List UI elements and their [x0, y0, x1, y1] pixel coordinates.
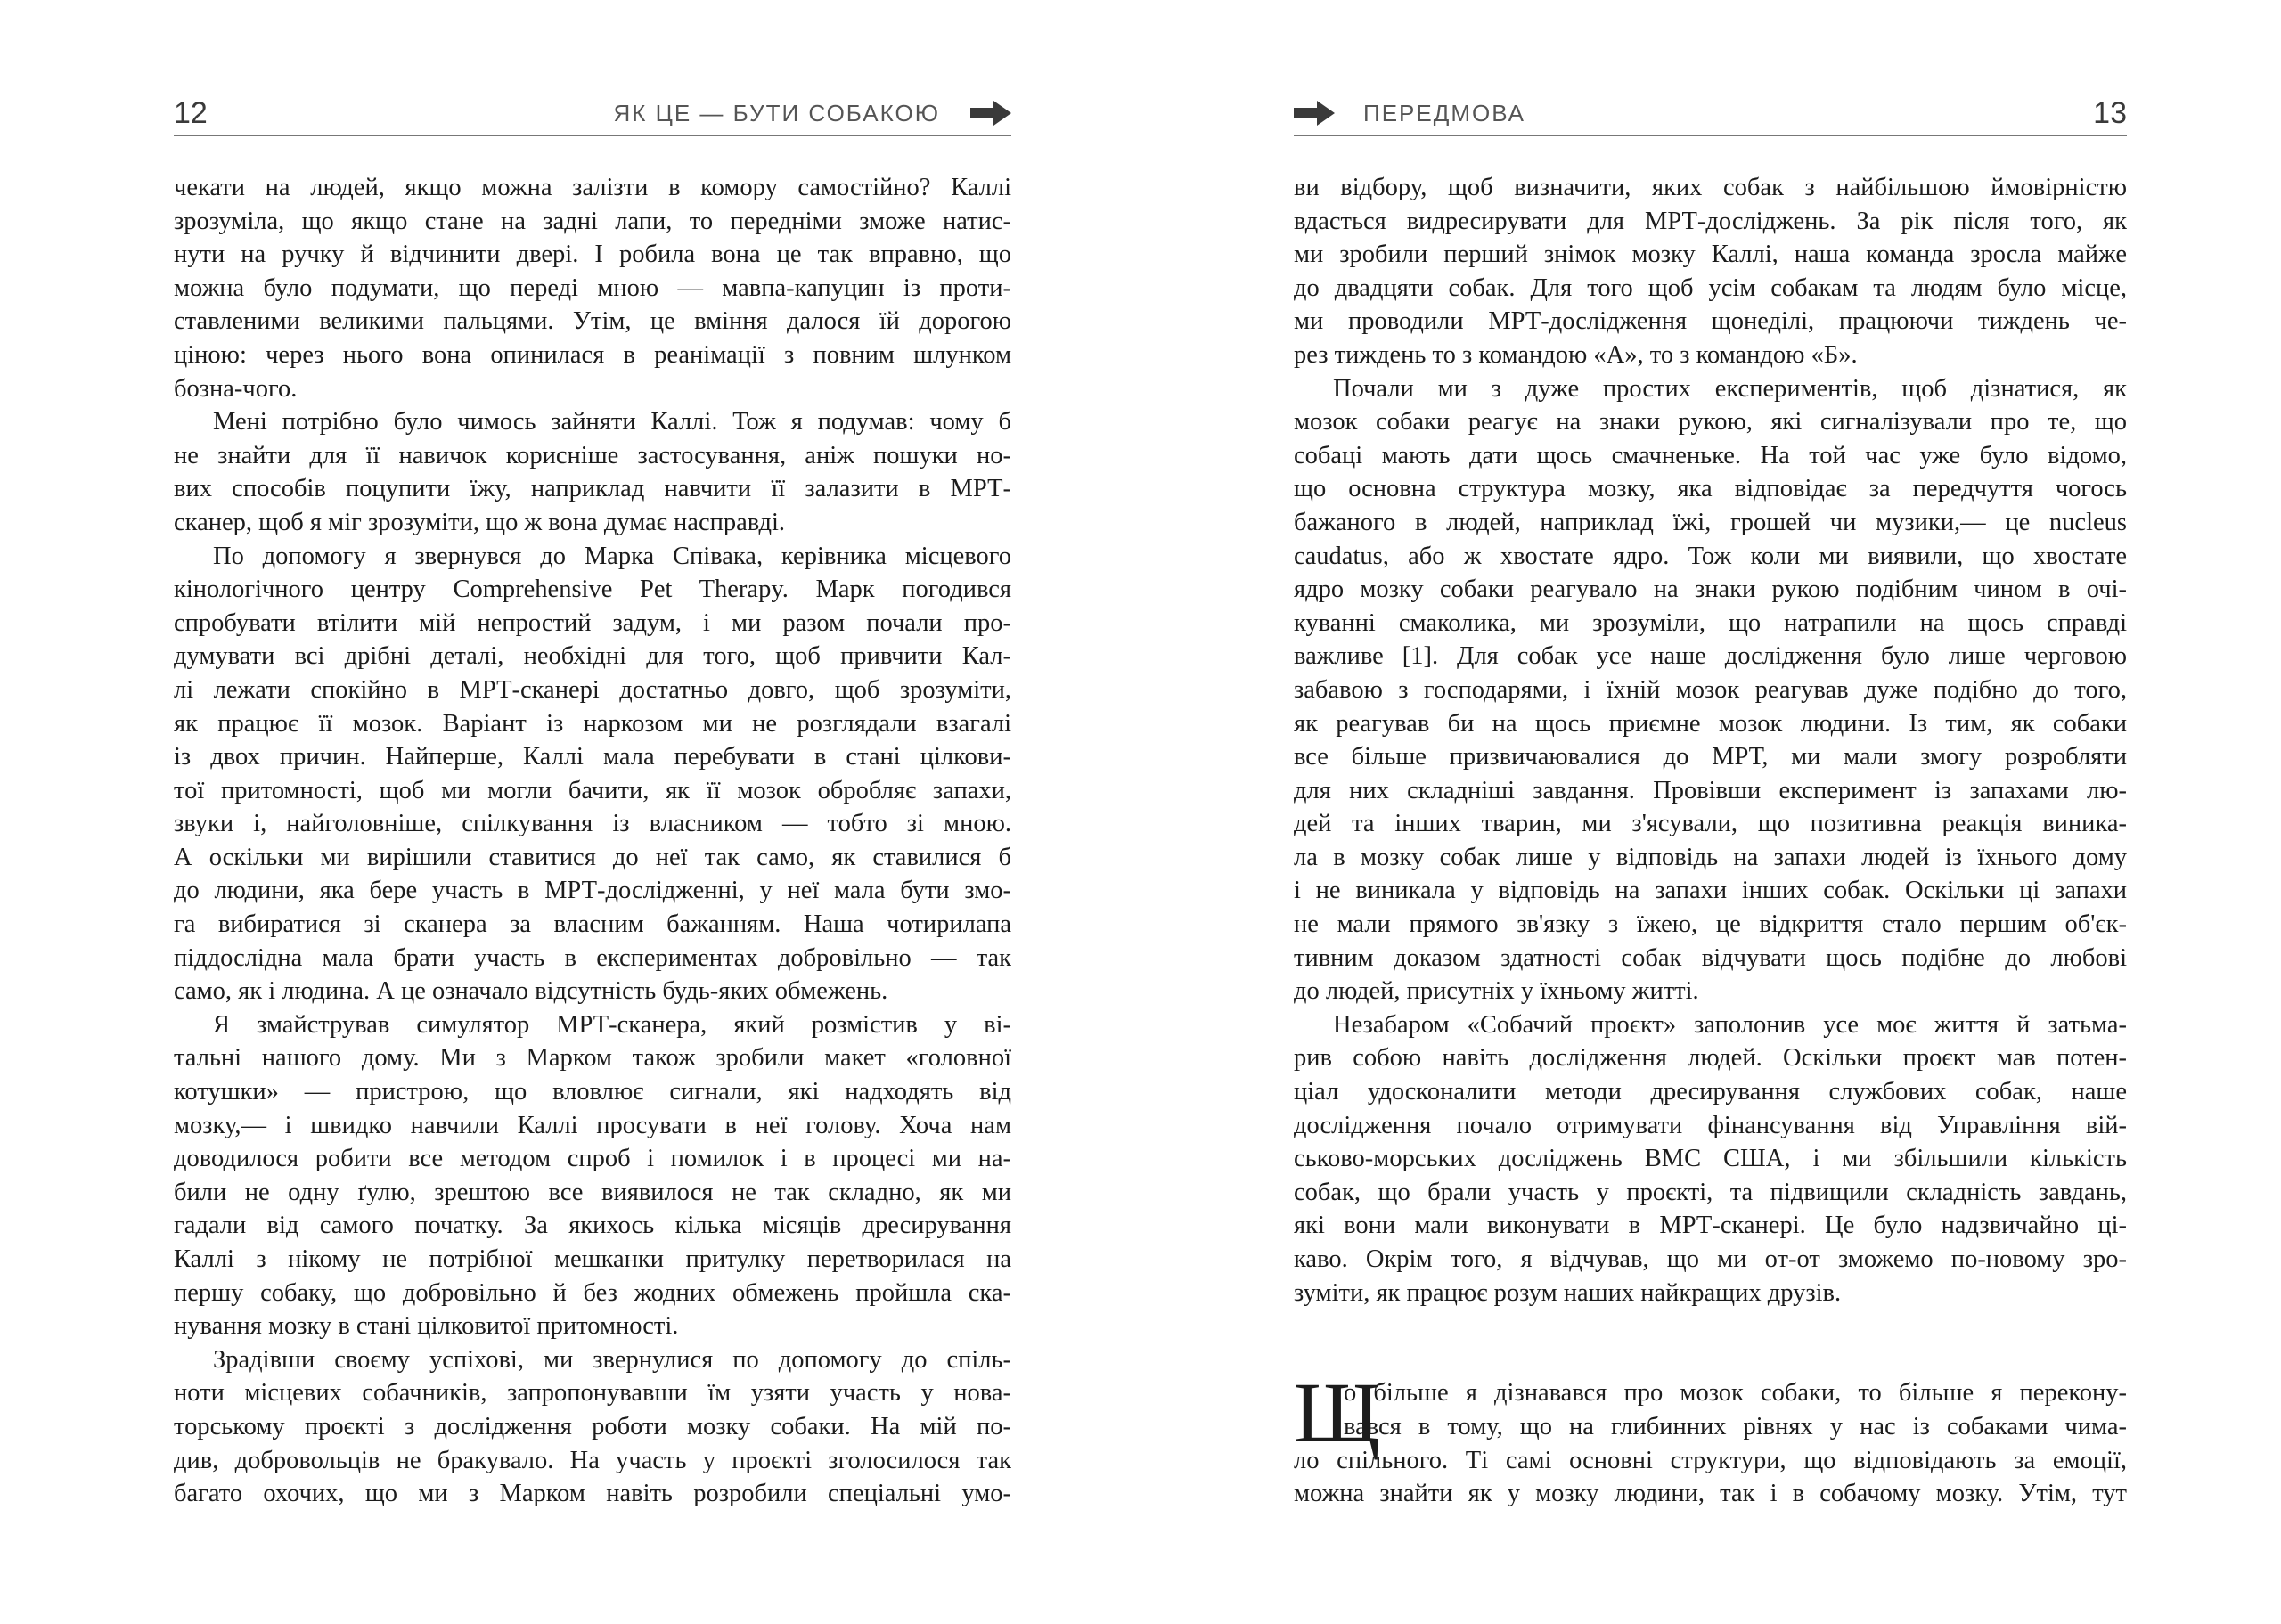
text-line: гадали від самого початку. За якихось кілька місяців дресирування	[174, 1212, 1011, 1240]
text-line: дослідження почало отримувати фінансування від Управління вій-	[1294, 1111, 2127, 1139]
text-line: Я змайстрував симулятор МРТ-сканера, який розмістив у ві-	[213, 1010, 1011, 1039]
section-gap	[1294, 1310, 2127, 1343]
text-line: можна знайти як у мозку людини, так і в собачому мозку. Утім, тут	[1294, 1480, 2127, 1508]
text-line: і не виникала у відповідь на запахи інших собак. Оскільки ці запахи	[1294, 877, 2127, 905]
page-number: 13	[2093, 96, 2127, 130]
text-line: котушки» — пристрою, що вловлює сигнали, які надходять від	[174, 1078, 1011, 1106]
arrow-right-icon	[1294, 101, 1335, 126]
text-line: див, добровольців не бракувало. На участь у проєкті зголосилося так	[174, 1446, 1011, 1474]
text-line: зрозуміла, що якщо стане на задні лапи, то передніми зможе натис-	[174, 207, 1011, 235]
text-line: ла в мозку собак лише у відповідь на запахи людей із їхнього дому	[1294, 843, 2127, 871]
text-line: куванні смаколика, ми зрозуміли, що натрапили на щось справді	[1294, 608, 2127, 637]
text-line: каво. Окрім того, я відчував, що ми от-от зможемо по-новому зро-	[1294, 1245, 2127, 1273]
text-line: мозок собаки реагує на знаки рукою, які сигналізували про те, що	[1294, 408, 2127, 437]
text-line: ми проводили МРТ-дослідження щонеділі, працюючи тиждень че-	[1294, 307, 2127, 336]
text-line: рив собою навіть дослідження людей. Оскільки проєкт мав потен-	[1294, 1044, 2127, 1073]
text-line: били не одну ґулю, зрештою все виявилося не так складно, як ми	[174, 1178, 1011, 1206]
text-line: бажаного в людей, наприклад їжі, грошей чи музики,— це nucleus	[1294, 508, 2127, 536]
text-line: дей та інших тварин, ми з'ясували, що позитивна реакція виника-	[1294, 810, 2127, 838]
text-line: торському проєкті з дослідження роботи мозку собаки. На мій по-	[174, 1412, 1011, 1440]
text-line: багато охочих, що ми з Марком навіть розробили спеціальні умо-	[174, 1480, 1011, 1508]
text-line: ло спільного. Ті самі основні структури, що відповідають за емоції,	[1294, 1446, 2127, 1474]
text-line: ви відбору, щоб визначити, яких собак з найбільшою ймовірністю	[1294, 174, 2127, 201]
text-line: які вони мали виконувати в МРТ-сканері. Це було надзвичайно ці-	[1294, 1212, 2127, 1240]
arrow-right-icon	[970, 101, 1011, 126]
text-line: ставленими великими пальцями. Утім, це вміння далося їй дорогою	[174, 307, 1011, 336]
text-line: забавою з господарями, і їхній мозок реагував дуже подібно до того,	[1294, 675, 2127, 704]
text-line: ядро мозку собаки реагувало на знаки рукою подібним чином в очі-	[1294, 575, 2127, 604]
text-line: піддослідна мала брати участь в експериментах добровільно — так	[174, 943, 1011, 972]
text-line: чекати на людей, якщо можна залізти в комору самостійно? Каллі	[174, 174, 1011, 201]
text-line: зуміти, як працює розум наших найкращих друзів.	[1294, 1278, 1842, 1307]
text-line: вих способів поцупити їжу, наприклад навчити її залазити в МРТ-	[174, 475, 1011, 503]
running-head: ПЕРЕДМОВА	[1363, 100, 1526, 126]
text-line: бозна-чого.	[174, 374, 298, 403]
text-line: По допомогу я звернувся до Марка Співака, керівника місцевого	[213, 542, 1011, 570]
text-line: як реагував би на щось приємне мозок людини. Із тим, як собаки	[1294, 709, 2127, 738]
text-line: Каллі з нікому не потрібної мешканки притулку перетворилася на	[174, 1245, 1011, 1273]
text-line: до людини, яка бере участь в МРТ-дослідженні, у неї мала бути змо-	[174, 877, 1011, 905]
section-gap	[1294, 1343, 2127, 1377]
text-line: ськово-морських досліджень ВМС США, і ми збільшили кількість	[1294, 1145, 2127, 1173]
text-line: лі лежати спокійно в МРТ-сканері достатньо довго, щоб зрозуміти,	[174, 675, 1011, 704]
text-line: вався в тому, що на глибинних рівнях у нас із собаками чима-	[1344, 1412, 2127, 1440]
text-line: тивним доказом здатності собак відчувати щось подібне до любові	[1294, 943, 2127, 972]
text-line: ціал удосконалити методи дресирування службових собак, наше	[1294, 1078, 2127, 1106]
text-line: рез тиждень то з командою «А», то з командою «Б».	[1294, 340, 1858, 369]
text-line: Мені потрібно було чимось зайняти Каллі. Тож я подумав: чому б	[213, 408, 1011, 437]
text-line: що основна структура мозку, яка відповідає за передчуття чогось	[1294, 475, 2127, 503]
right-page	[1294, 0, 2127, 1624]
text-line: як працює її мозок. Варіант із наркозом ми не розглядали взагалі	[174, 709, 1011, 738]
text-line: не мали прямого зв'язку з їжею, це відкриття стало першим об'єк-	[1294, 910, 2127, 939]
text-line: для них складніші завдання. Провівши експеримент із запахами лю-	[1294, 776, 2127, 804]
text-line: до двадцяти собак. Для того щоб усім собакам та людям було місце,	[1294, 273, 2127, 302]
header-rule	[1294, 135, 2127, 136]
text-line: Почали ми з дуже простих експериментів, щоб дізнатися, як	[1333, 374, 2127, 403]
text-line: важливе [1]. Для собак усе наше дослідження було лише черговою	[1294, 642, 2127, 671]
text-line: із двох причин. Найперше, Каллі мала перебувати в стані цілкови-	[174, 743, 1011, 771]
left-page-body	[174, 171, 1011, 1511]
text-line: га вибиратися зі сканера за власним бажанням. Наша чотирилапа	[174, 910, 1011, 939]
text-line: кінологічного центру Comprehensive Pet Therapy. Марк погодився	[174, 575, 1011, 604]
text-line: не знайти для її навичок корисніше застосування, аніж пошуки но-	[174, 441, 1011, 469]
left-page-header	[174, 93, 1011, 134]
text-line: можна було подумати, що переді мною — мавпа-капуцин із проти-	[174, 273, 1011, 302]
text-line: вдасться видресирувати для МРТ-досліджень. За рік після того, як	[1294, 207, 2127, 235]
text-line: о більше я дізнавався про мозок собаки, то більше я перекону-	[1344, 1379, 2127, 1408]
text-line: сканер, щоб я міг зрозуміти, що ж вона думає насправді.	[174, 508, 786, 536]
text-line: думувати всі дрібні деталі, необхідні для того, щоб привчити Кал-	[174, 642, 1011, 671]
text-line: собаці мають дати щось смачненьке. На той час уже було відомо,	[1294, 441, 2127, 469]
text-line: нути на ручку й відчинити двері. І робила вона це так вправно, що	[174, 241, 1011, 269]
text-line: собак, що брали участь у проєкті, та підвищили складність завдань,	[1294, 1178, 2127, 1206]
text-line: Незабаром «Собачий проєкт» заполонив усе моє життя й затьма-	[1333, 1010, 2127, 1039]
text-line: спробувати втілити мій непростий задум, і ми разом почали про-	[174, 608, 1011, 637]
left-page	[174, 0, 1011, 1624]
text-line: першу собаку, що добровільно й без жодних обмежень пройшла ска-	[174, 1278, 1011, 1307]
right-page-header	[1294, 93, 2127, 134]
text-line: тої притомності, щоб ми могли бачити, як її мозок обробляє запахи,	[174, 776, 1011, 804]
page-number: 12	[174, 96, 208, 130]
text-line: Зрадівши своєму успіхові, ми звернулися по допомогу до спіль-	[213, 1345, 1011, 1374]
text-line: доводилося робити все методом спроб і помилок і в процесі ми на-	[174, 1145, 1011, 1173]
text-line: ціною: через нього вона опинилася в реанімації з повним шлунком	[174, 340, 1011, 369]
text-line: все більше призвичаювалися до МРТ, ми мали змогу розробляти	[1294, 743, 2127, 771]
right-page-body	[1294, 171, 2127, 1511]
text-line: само, як і людина. А це означало відсутність будь-яких обмежень.	[174, 977, 888, 1006]
text-line: до людей, присутніх у їхньому житті.	[1294, 977, 1699, 1006]
text-line: тальні нашого дому. Ми з Марком також зробили макет «головної	[174, 1044, 1011, 1073]
header-rule	[174, 135, 1011, 136]
drop-cap: Щ	[1294, 1365, 1380, 1461]
text-line: ноти місцевих собачників, запропонувавши їм узяти участь у нова-	[174, 1379, 1011, 1408]
text-line: ми зробили перший знімок мозку Каллі, наша команда зросла майже	[1294, 241, 2127, 269]
text-line: мозку,— і швидко навчили Каллі просувати в неї голову. Хоча нам	[174, 1111, 1011, 1139]
text-line: звуки і, найголовніше, спілкування із власником — тобто зі мною.	[174, 810, 1011, 838]
running-head: ЯК ЦЕ — БУТИ СОБАКОЮ	[613, 100, 940, 126]
text-line: нування мозку в стані цілковитої притомності.	[174, 1312, 679, 1341]
text-line: caudatus, або ж хвостате ядро. Тож коли ми виявили, що хвостате	[1294, 542, 2127, 570]
text-line: А оскільки ми вирішили ставитися до неї так само, як ставилися б	[174, 843, 1011, 871]
